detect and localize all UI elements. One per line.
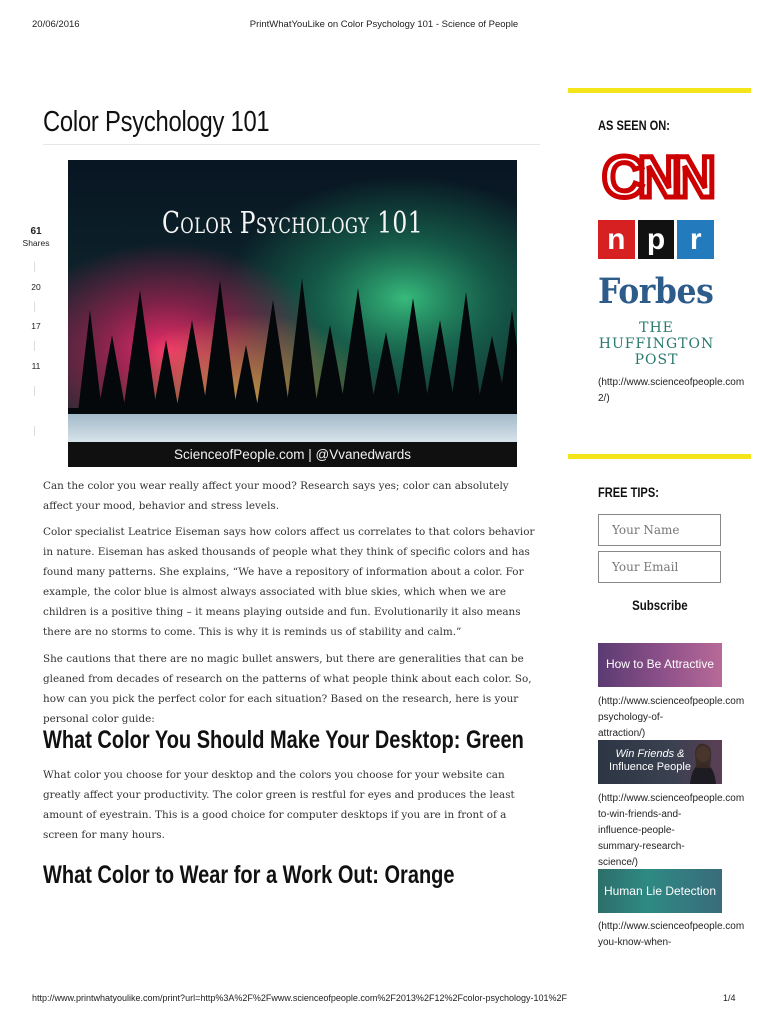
share-divider — [34, 302, 38, 312]
as-seen-on-heading: AS SEEN ON: — [598, 118, 670, 133]
share-divider — [34, 386, 38, 396]
person-silhouette-icon — [688, 740, 718, 784]
link-line: (http://www.scienceofpeople.com — [598, 377, 745, 388]
thumb-label-line: Win Friends & — [615, 748, 685, 760]
subscribe-label: Subscribe — [631, 597, 688, 613]
npr-logo-p: p — [638, 220, 675, 259]
share-total-label: Shares — [22, 238, 50, 248]
paragraph-eiseman: Color specialist Leatrice Eiseman says how colors affect us correlates to that colors behavior in nature. Eiseman has asked thousands of people what they think of specific colors and has found many patterns. She explains, “We have a repository of information about a color. For example, the color blue is almost always associated with blue skies, which when we are children is a positive thing – it means playing outside and fun. Evolutionarily it also means there are no storms to come. This is why it is reminds us of stability and calm.” — [43, 526, 535, 638]
thumb-label-line: Influence People — [609, 761, 691, 773]
paragraph-desktop: What color you choose for your desktop and the colors you choose for your website can greatly affect your productivity. The color green is restful for eyes and produces the least amount of eyestrain. This is a good choice for computer desktops if you are in front of a screen for many hours. — [43, 769, 515, 841]
link-line: attraction/) — [598, 728, 646, 739]
link-line: summary-research- — [598, 841, 685, 852]
npr-logo-n: n — [598, 220, 635, 259]
section-heading-desktop: What Color You Should Make Your Desktop: Green — [43, 726, 524, 754]
related-thumb-lie-detection[interactable] — [598, 869, 722, 913]
print-url: http://www.printwhatyoulike.com/print?url=http%3A%2F%2Fwww.scienceofpeople.com%2F2013%2F12%2Fcolor-psychology-101%2F — [32, 993, 568, 1003]
page-title: Color Psychology 101 — [43, 106, 270, 138]
share-divider — [34, 262, 38, 272]
forbes-logo[interactable]: Forbes — [598, 271, 714, 312]
share-count-twitter[interactable]: 17 — [31, 321, 41, 331]
related-thumb-win-friends[interactable] — [598, 740, 722, 784]
section-heading-workout: What Color to Wear for a Work Out: Orange — [43, 861, 455, 889]
sidebar-accent-bar — [568, 454, 751, 459]
print-doc-title: PrintWhatYouLike on Color Psychology 101 - Science of People — [249, 19, 519, 30]
email-field[interactable]: Your Email — [598, 551, 721, 583]
cnn-logo[interactable] — [598, 147, 715, 205]
related-thumb-attractive[interactable] — [598, 643, 722, 687]
share-count-pinterest[interactable]: 11 — [31, 361, 41, 371]
npr-logo-r: r — [677, 220, 714, 259]
link-line: influence-people- — [598, 825, 675, 836]
huffington-post-logo[interactable] — [598, 320, 715, 368]
link-line: to-win-friends-and- — [598, 809, 682, 820]
link-line: (http://www.scienceofpeople.com — [598, 793, 745, 804]
link-line: (http://www.scienceofpeople.com — [598, 696, 745, 707]
sidebar-accent-bar — [568, 88, 751, 93]
thumb-label: Human Lie Detection — [603, 884, 717, 898]
paragraph-intro: Can the color you wear really affect your mood? Research says yes; color can absolutely affect your mood, behavior and stress levels. — [43, 480, 509, 512]
related-link-win-friends[interactable] — [598, 791, 768, 871]
article-paragraph — [43, 765, 540, 845]
npr-logo[interactable] — [598, 220, 714, 259]
article-paragraph — [43, 649, 540, 729]
name-field[interactable]: Your Name — [598, 514, 721, 546]
hero-image — [68, 160, 517, 467]
link-line: 2/) — [598, 393, 610, 404]
cnn-logo-text: CNN — [602, 147, 710, 205]
free-tips-heading: FREE TIPS: — [598, 485, 659, 500]
link-line: (http://www.scienceofpeople.com — [598, 921, 745, 932]
paragraph-cautions: She cautions that there are no magic bullet answers, but there are generalities that can be gleaned from decades of research on the patterns of what people think about each color. So, how can you pick the perfect color for each situation? Based on the research, here is your personal color guide: — [43, 653, 532, 725]
huffington-line: POST — [634, 352, 679, 368]
subscribe-button[interactable] — [598, 597, 721, 613]
share-total-count: 61 — [30, 226, 42, 237]
hero-caption: ScienceofPeople.com | @Vvanedwards — [68, 442, 517, 467]
link-line: science/) — [598, 857, 639, 868]
link-line: you-know-when- — [598, 937, 672, 948]
link-line: psychology-of- — [598, 712, 664, 723]
page-number: 1/4 — [723, 993, 736, 1003]
related-link-attractive[interactable] — [598, 694, 768, 742]
thumb-label: How to Be Attractive — [605, 657, 715, 671]
share-bar — [18, 226, 54, 371]
hero-overlay-title: Color Psychology 101 — [162, 206, 423, 241]
as-seen-link[interactable] — [598, 375, 768, 407]
share-divider — [34, 341, 38, 351]
print-date: 20/06/2016 — [32, 19, 80, 30]
share-count-facebook[interactable]: 20 — [31, 282, 41, 292]
huffington-line: HUFFINGTON — [598, 336, 715, 352]
article-paragraph — [43, 476, 540, 516]
title-divider — [43, 144, 540, 145]
huffington-line: THE — [639, 320, 674, 336]
related-link-lie-detection[interactable] — [598, 919, 768, 951]
share-divider — [34, 426, 38, 436]
article-paragraph — [43, 522, 540, 642]
print-header — [0, 19, 768, 33]
